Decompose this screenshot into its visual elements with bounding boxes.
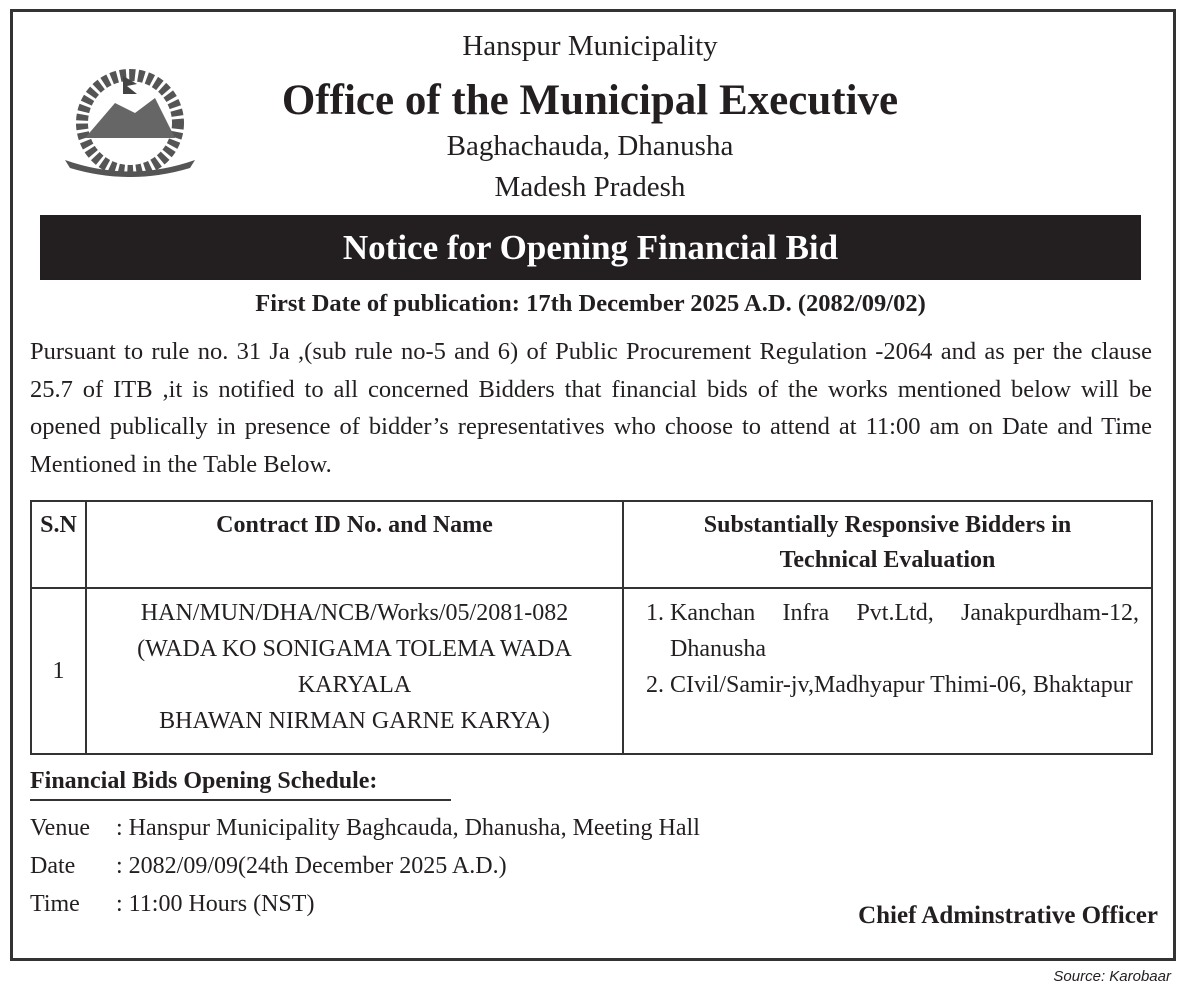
contract-line: (WADA KO SONIGAMA TOLEMA WADA xyxy=(137,636,572,662)
schedule-date-value: : 2082/09/09(24th December 2025 A.D.) xyxy=(116,853,507,879)
cell-contract xyxy=(86,588,623,754)
office-title: Office of the Municipal Executive xyxy=(281,77,899,124)
table-row xyxy=(31,588,1152,754)
notice-body: Pursuant to rule no. 31 Ja ,(sub rule no-5 and 6) of Public Procurement Regulation -2064 and as per the clause 25.7 of ITB ,it is notified to all concerned Bidders that financial bids of the works mentioned below will be opened publically in presence of bidder’s representatives who choose to attend at 11:00 am on Date and Time Mentioned in the Table Below. xyxy=(30,338,1152,478)
header-sn: S.N xyxy=(31,501,86,588)
source-credit: Source: Karobaar xyxy=(1053,968,1171,985)
bidder-item: 2. CIvil/Samir-jv,Madhyapur Thimi-06, Bhaktapur xyxy=(670,667,1139,703)
contract-line: KARYALA xyxy=(297,672,412,698)
header-bidders: Substantially Responsive Bidders in Technical Evaluation xyxy=(623,501,1152,588)
bid-table xyxy=(30,500,1153,755)
address-line-1: Baghachauda, Dhanusha xyxy=(446,130,734,162)
table-header-row xyxy=(31,501,1152,588)
schedule-date-label: Date xyxy=(30,853,76,879)
cell-bidders xyxy=(623,588,1152,754)
publication-date: First Date of publication: 17th December 2025 A.D. (2082/09/02) xyxy=(255,290,926,317)
notice-title-banner: Notice for Opening Financial Bid xyxy=(40,215,1141,280)
schedule-time-value: : 11:00 Hours (NST) xyxy=(116,891,315,917)
schedule-venue-label: Venue xyxy=(30,815,90,841)
contract-line: HAN/MUN/DHA/NCB/Works/05/2081-082 xyxy=(140,600,569,626)
address-line-2: Madesh Pradesh xyxy=(494,171,686,203)
header-contract: Contract ID No. and Name xyxy=(86,501,623,588)
contract-line: BHAWAN NIRMAN GARNE KARYA) xyxy=(159,708,550,734)
cell-sn: 1 xyxy=(31,588,86,754)
municipality-name: Hanspur Municipality xyxy=(462,30,718,62)
schedule-title: Financial Bids Opening Schedule: xyxy=(30,768,451,801)
nepal-emblem-logo xyxy=(55,68,205,178)
bidder-item: 1. Kanchan Infra Pvt.Ltd, Janakpurdham-12, Dhanusha xyxy=(670,595,1139,667)
signatory: Chief Adminstrative Officer xyxy=(858,902,1158,929)
schedule-venue-value: : Hanspur Municipality Baghcauda, Dhanusha, Meeting Hall xyxy=(116,815,700,841)
schedule-time-label: Time xyxy=(30,891,80,917)
